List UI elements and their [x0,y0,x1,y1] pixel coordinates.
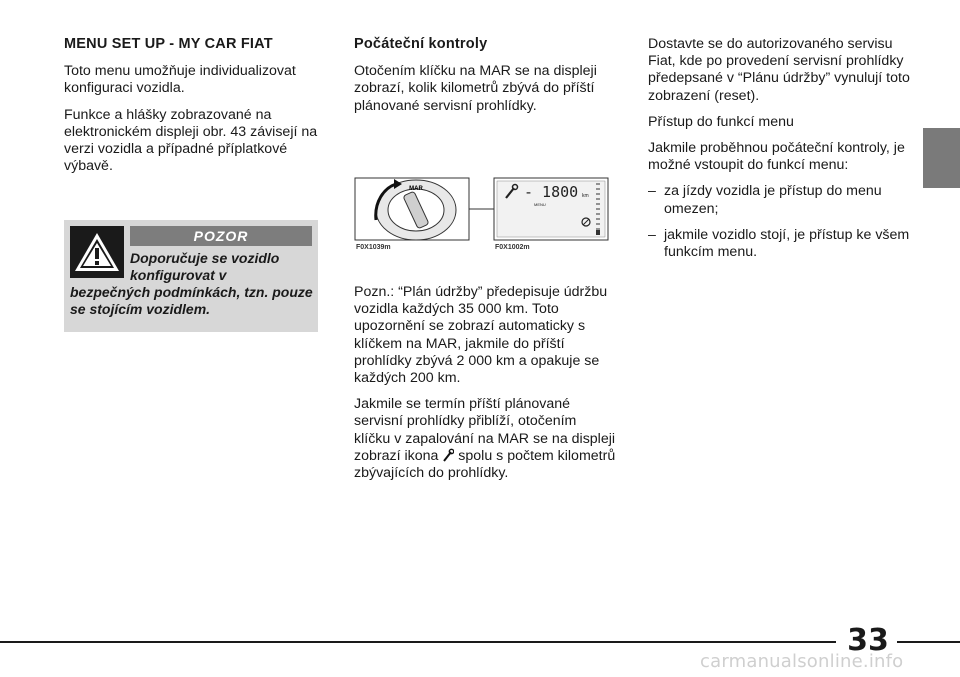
warning-line: bezpečných podmínkách, tzn. pouze se stojícím vozidlem. [70,284,313,317]
warning-label: POZOR [130,226,312,246]
section-heading-initial-checks: Počáteční kontroly [354,36,488,52]
paragraph: Jakmile proběhnou počáteční kontroly, je možné vstoupit do funkcí menu: [648,140,905,174]
display-value: - 1800 [524,183,579,201]
display-unit: km [582,193,589,199]
footer-rule [897,641,960,643]
list-item: – za jízdy vozidla je přístup do menu omezen; [648,183,882,217]
warning-text [70,250,314,318]
paragraph: Otočením klíčku na MAR se na displeji zobrazí, kolik kilometrů zbývá do příští plánované servisní prohlídky. [354,63,597,114]
column-middle-lower [354,284,616,491]
figure-caption-right: F0X1002m [495,244,530,251]
ignition-illustration [354,176,610,256]
figure-caption-left: F0X1039m [356,244,391,251]
key-mar-label: MAR [409,186,423,192]
column-right [648,36,910,270]
paragraph: Funkce a hlášky zobrazované na elektronickém displeji obr. 43 závisejí na verzi vozidla a případné příplatkové výbavě. [64,106,318,175]
paragraph: Dostavte se do autorizovaného servisu Fiat, kde po provedení servisní prohlídky předepsané v “Plánu údržby” vynulují toto zobrazení (reset). [648,36,910,104]
figure-key-and-display [354,176,610,256]
warning-box [64,220,318,332]
watermark: carmanualsonline.info [700,651,904,672]
column-left [64,36,326,184]
paragraph: Přístup do funkcí menu [648,113,794,130]
paragraph: Toto menu umožňuje individualizovat konfiguraci vozidla. [64,63,296,97]
warning-line: Doporučuje se vozidlo [130,250,280,266]
page-number: 33 [847,623,889,658]
list-item: – jakmile vozidlo stojí, je přístup ke všem funkcím menu. [648,226,910,261]
footer-rule [0,641,836,643]
display-menu: MENU [534,202,546,207]
paragraph-with-icon: Jakmile se termín příští plánované servisní prohlídky přiblíží, otočením klíčku v zapalování na MAR se na displeji zobrazí ikona spolu s počtem kilometrů zbývajících do prohlídky. [354,396,616,482]
warning-line: konfigurovat v [130,267,227,283]
section-heading-menu-setup: MENU SET UP - MY CAR FIAT [64,36,273,52]
section-tab-marker [923,128,960,188]
column-middle [354,36,616,124]
wrench-icon [442,448,454,462]
paragraph: Pozn.: “Plán údržby” předepisuje údržbu vozidla každých 35 000 km. Toto upozornění se zobrazí automaticky s klíčkem na MAR, jakmile do příští prohlídky zbývá 2 000 km a opakuje se každých 200 km. [354,284,608,387]
